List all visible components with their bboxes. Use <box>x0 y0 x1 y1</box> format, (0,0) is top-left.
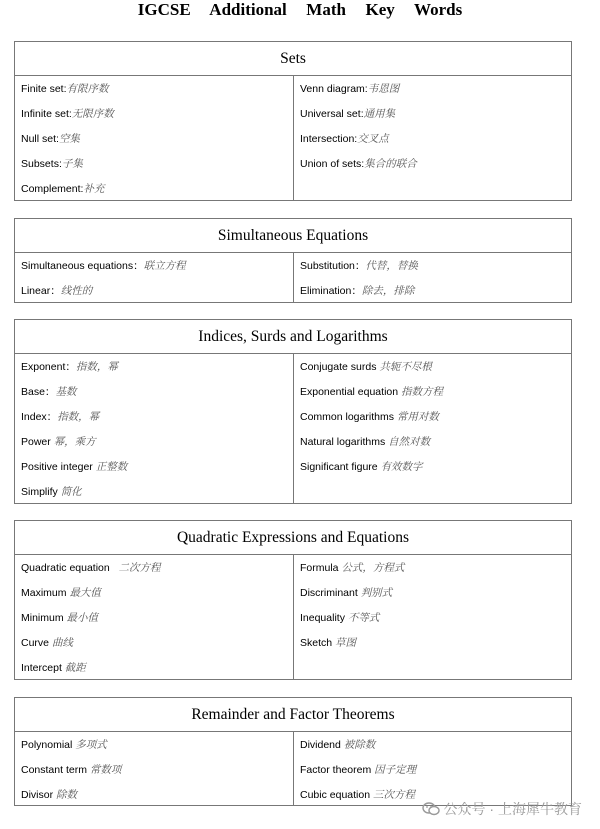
term-zh: 幂，乘方 <box>53 437 96 448</box>
term-item <box>300 153 571 178</box>
term-zh: 子集 <box>61 159 83 170</box>
term-item <box>21 103 293 128</box>
term-en: Natural logarithms <box>300 436 386 448</box>
section-heading: Sets <box>15 42 571 76</box>
term-zh: 常用对数 <box>396 412 439 423</box>
term-zh: 指数方程 <box>401 387 444 398</box>
term-zh: 截距 <box>64 663 86 674</box>
term-zh: 有限序数 <box>66 84 109 95</box>
term-en: Intersection: <box>300 133 358 145</box>
term-item <box>21 557 293 582</box>
term-en: Base： <box>21 386 56 398</box>
page-title: IGCSE Additional Math Key Words <box>137 0 463 19</box>
term-en: Power <box>21 436 51 448</box>
term-item <box>300 255 571 280</box>
term-item <box>21 456 293 481</box>
term-zh: 线性的 <box>60 286 93 297</box>
term-item <box>300 632 571 657</box>
term-en: Simplify <box>21 486 58 498</box>
term-item <box>300 759 571 784</box>
term-en: Polynomial <box>21 739 73 751</box>
term-en: Null set: <box>21 133 59 145</box>
term-zh: 代替，替换 <box>365 261 418 272</box>
term-zh: 补充 <box>83 184 105 195</box>
term-zh: 空集 <box>58 134 80 145</box>
term-zh: 共轭不尽根 <box>379 362 432 373</box>
term-zh: 公式，方程式 <box>341 563 405 574</box>
wechat-icon <box>422 802 440 816</box>
term-zh: 最大值 <box>69 588 101 599</box>
term-en: Linear： <box>21 285 61 297</box>
term-item <box>21 178 293 203</box>
right-column <box>294 555 571 680</box>
term-zh: 简化 <box>60 487 82 498</box>
term-en: Formula <box>300 562 339 574</box>
term-zh: 交叉点 <box>357 134 389 145</box>
term-item <box>300 607 571 632</box>
term-zh: 指数，幂 <box>57 412 100 423</box>
term-item <box>21 481 293 506</box>
watermark-text: 公众号 · 上海犀牛教育 <box>443 801 582 817</box>
right-column <box>294 76 571 201</box>
term-item <box>300 406 571 431</box>
term-zh: 曲线 <box>51 638 73 649</box>
term-en: Complement: <box>21 183 84 195</box>
section-heading: Quadratic Expressions and Equations <box>15 521 571 555</box>
term-zh: 韦恩图 <box>367 84 400 95</box>
term-zh: 最小值 <box>66 613 99 624</box>
term-item <box>21 381 293 406</box>
term-item <box>21 607 293 632</box>
section-simultaneous-equations <box>14 218 572 303</box>
term-item <box>21 734 293 759</box>
term-zh: 三次方程 <box>372 790 415 801</box>
term-zh: 不等式 <box>347 613 380 624</box>
term-en: Dividend <box>300 739 341 751</box>
term-zh: 判别式 <box>360 588 393 599</box>
term-item <box>21 255 293 280</box>
term-zh: 无限序数 <box>71 109 114 120</box>
term-en: Intercept <box>21 662 62 674</box>
section-remainder-factor <box>14 697 572 806</box>
term-en: Substitution： <box>300 260 366 272</box>
term-item <box>21 657 293 682</box>
term-item <box>300 557 571 582</box>
term-en: Quadratic equation <box>21 562 110 574</box>
term-en: Significant figure <box>300 461 378 473</box>
term-item <box>300 431 571 456</box>
term-en: Curve <box>21 637 50 649</box>
term-item <box>300 456 571 481</box>
term-en: Exponential equation <box>300 386 399 398</box>
right-column <box>294 253 571 303</box>
term-item <box>300 734 571 759</box>
term-item <box>21 406 293 431</box>
term-item <box>300 582 571 607</box>
term-en: Elimination： <box>300 285 362 297</box>
term-item <box>21 356 293 381</box>
term-zh: 基数 <box>55 387 77 398</box>
term-item <box>21 759 293 784</box>
term-en: Common logarithms <box>300 411 394 423</box>
term-item <box>21 431 293 456</box>
term-item <box>21 78 293 103</box>
term-en: Union of sets: <box>300 158 365 170</box>
watermark <box>422 799 582 819</box>
term-en: Exponent： <box>21 361 76 373</box>
term-zh: 集合的联合 <box>364 159 417 170</box>
term-en: Finite set: <box>21 83 67 95</box>
term-zh: 多项式 <box>75 740 107 751</box>
term-en: Discriminant <box>300 587 358 599</box>
right-column <box>294 354 571 504</box>
term-en: Subsets: <box>21 158 62 170</box>
section-sets <box>14 41 572 201</box>
term-zh: 除数 <box>56 790 78 801</box>
left-column <box>15 76 294 201</box>
term-item <box>21 280 293 305</box>
left-column <box>15 555 294 680</box>
term-item <box>300 381 571 406</box>
term-en: Infinite set: <box>21 108 72 120</box>
section-heading: Remainder and Factor Theorems <box>15 698 571 732</box>
term-zh: 因子定理 <box>374 765 417 776</box>
term-zh: 正整数 <box>95 462 128 473</box>
term-zh: 联立方程 <box>143 261 186 272</box>
term-item <box>21 632 293 657</box>
term-en: Venn diagram: <box>300 83 368 95</box>
term-en: Maximum <box>21 587 67 599</box>
term-zh: 常数项 <box>89 765 122 776</box>
term-zh: 被除数 <box>343 740 376 751</box>
term-en: Cubic equation <box>300 789 371 801</box>
term-item <box>21 582 293 607</box>
term-item <box>300 356 571 381</box>
section-quadratic <box>14 520 572 680</box>
term-en: Positive integer <box>21 461 93 473</box>
term-zh: 除去，排除 <box>361 286 415 297</box>
term-en: Constant term <box>21 764 87 776</box>
term-zh: 有效数字 <box>380 462 423 473</box>
term-item <box>300 128 571 153</box>
term-zh: 二次方程 <box>118 563 161 574</box>
term-en: Index： <box>21 411 58 423</box>
term-en: Sketch <box>300 637 333 649</box>
term-zh: 草图 <box>335 638 357 649</box>
term-en: Universal set: <box>300 108 364 120</box>
term-zh: 通用集 <box>363 109 396 120</box>
term-item <box>21 153 293 178</box>
term-en: Inequality <box>300 612 345 624</box>
term-item <box>300 78 571 103</box>
left-column <box>15 253 294 303</box>
term-item <box>21 784 293 809</box>
section-heading: Simultaneous Equations <box>15 219 571 253</box>
right-column <box>294 732 571 806</box>
term-item <box>21 128 293 153</box>
term-item <box>300 103 571 128</box>
term-en: Simultaneous equations： <box>21 260 144 272</box>
term-zh: 自然对数 <box>388 437 431 448</box>
section-heading: Indices, Surds and Logarithms <box>15 320 571 354</box>
section-indices-surds-logarithms <box>14 319 572 504</box>
term-en: Minimum <box>21 612 64 624</box>
term-en: Divisor <box>21 789 54 801</box>
term-en: Conjugate surds <box>300 361 377 373</box>
term-zh: 指数，幂 <box>75 362 118 373</box>
term-en: Factor theorem <box>300 764 372 776</box>
term-item <box>300 280 571 305</box>
left-column <box>15 354 294 504</box>
left-column <box>15 732 294 806</box>
